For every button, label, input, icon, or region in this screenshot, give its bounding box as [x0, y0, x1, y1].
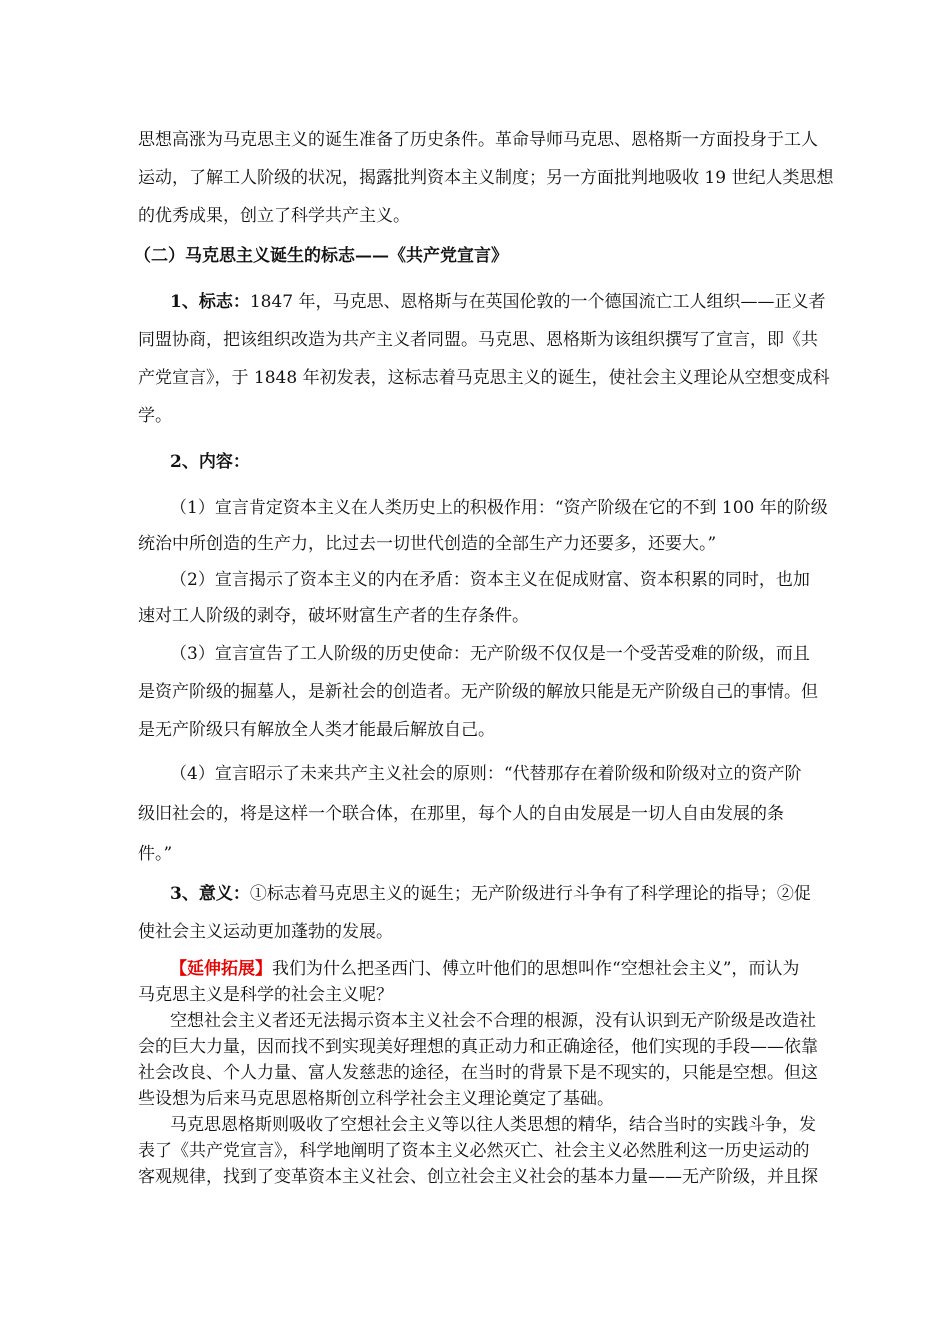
- significance-label: 3、意义：: [170, 884, 250, 904]
- content-item-1-line: （1）宣言肯定资本主义在人类历史上的积极作用：“资产阶级在它的不到 100 年的阶级: [170, 498, 828, 518]
- significance-text: ①标志着马克思主义的诞生；无产阶级进行斗争有了科学理论的指导；②促: [249, 884, 811, 904]
- sign-line: 产党宣言》，于 1848 年初发表，这标志着马克思主义的诞生，使社会主义理论从空想变成科: [138, 368, 830, 388]
- extension-para1-line: 空想社会主义者还无法揭示资本主义社会不合理的根源，没有认识到无产阶级是改造社: [170, 1011, 816, 1031]
- sign-text: 1847 年，马克思、恩格斯与在英国伦敦的一个德国流亡工人组织——正义者: [249, 292, 826, 312]
- content-item-4-line: 件。”: [138, 844, 173, 864]
- intro-line: 思想高涨为马克思主义的诞生准备了历史条件。革命导师马克思、恩格斯一方面投身于工人: [138, 130, 818, 150]
- extension-para1-line: 些设想为后来马克思恩格斯创立科学社会主义理论奠定了基础。: [138, 1089, 614, 1109]
- sign-first-line: [170, 288, 826, 316]
- content-item-4-line: 级旧社会的，将是这样一个联合体，在那里，每个人的自由发展是一切人自由发展的条: [138, 804, 784, 824]
- content-item-4-line: （4）宣言昭示了未来共产主义社会的原则：“代替那存在着阶级和阶级对立的资产阶: [170, 764, 802, 784]
- extension-question-line: 马克思主义是科学的社会主义呢？: [138, 985, 393, 1005]
- extension-para2-line: 马克思恩格斯则吸收了空想社会主义等以往人类思想的精华，结合当时的实践斗争，发: [170, 1115, 816, 1135]
- content-label: 2、内容：: [170, 452, 250, 472]
- intro-line: 运动，了解工人阶级的状况，揭露批判资本主义制度；另一方面批判地吸收 19 世纪人类思想: [138, 168, 834, 188]
- content-item-2-line: （2）宣言揭示了资本主义的内在矛盾：资本主义在促成财富、资本积累的同时，也加: [170, 570, 810, 590]
- extension-first-line: [170, 956, 799, 982]
- sign-label: 1、标志：: [170, 292, 250, 312]
- extension-tag: 【延伸拓展】: [170, 959, 272, 979]
- significance-first-line: [170, 880, 811, 908]
- extension-para2-line: 表了《共产党宣言》，科学地阐明了资本主义必然灭亡、社会主义必然胜利这一历史运动的: [138, 1141, 810, 1161]
- extension-question: 我们为什么把圣西门、傅立叶他们的思想叫作“空想社会主义”，而认为: [272, 959, 800, 979]
- extension-para2-line: 客观规律，找到了变革资本主义社会、创立社会主义社会的基本力量——无产阶级，并且探: [138, 1167, 818, 1187]
- sign-line: 同盟协商，把该组织改造为共产主义者同盟。马克思、恩格斯为该组织撰写了宣言，即《共: [138, 330, 818, 350]
- sign-line: 学。: [138, 406, 172, 426]
- intro-line: 的优秀成果，创立了科学共产主义。: [138, 206, 410, 226]
- content-item-3-line: （3）宣言宣告了工人阶级的历史使命：无产阶级不仅仅是一个受苦受难的阶级，而且: [170, 644, 810, 664]
- content-item-1-line: 统治中所创造的生产力，比过去一切世代创造的全部生产力还要多，还要大。”: [138, 534, 717, 554]
- extension-para1-line: 会的巨大力量，因而找不到实现美好理想的真正动力和正确途径，他们实现的手段——依靠: [138, 1037, 818, 1057]
- extension-para1-line: 社会改良、个人力量、富人发慈悲的途径，在当时的背景下是不现实的，只能是空想。但这: [138, 1063, 818, 1083]
- section-heading: （二）马克思主义诞生的标志——《共产党宣言》: [134, 246, 508, 266]
- content-item-3-line: 是资产阶级的掘墓人，是新社会的创造者。无产阶级的解放只能是无产阶级自己的事情。但: [138, 682, 818, 702]
- content-item-3-line: 是无产阶级只有解放全人类才能最后解放自己。: [138, 720, 495, 740]
- significance-line: 使社会主义运动更加蓬勃的发展。: [138, 922, 393, 942]
- content-item-2-line: 速对工人阶级的剥夺，破坏财富生产者的生存条件。: [138, 606, 529, 626]
